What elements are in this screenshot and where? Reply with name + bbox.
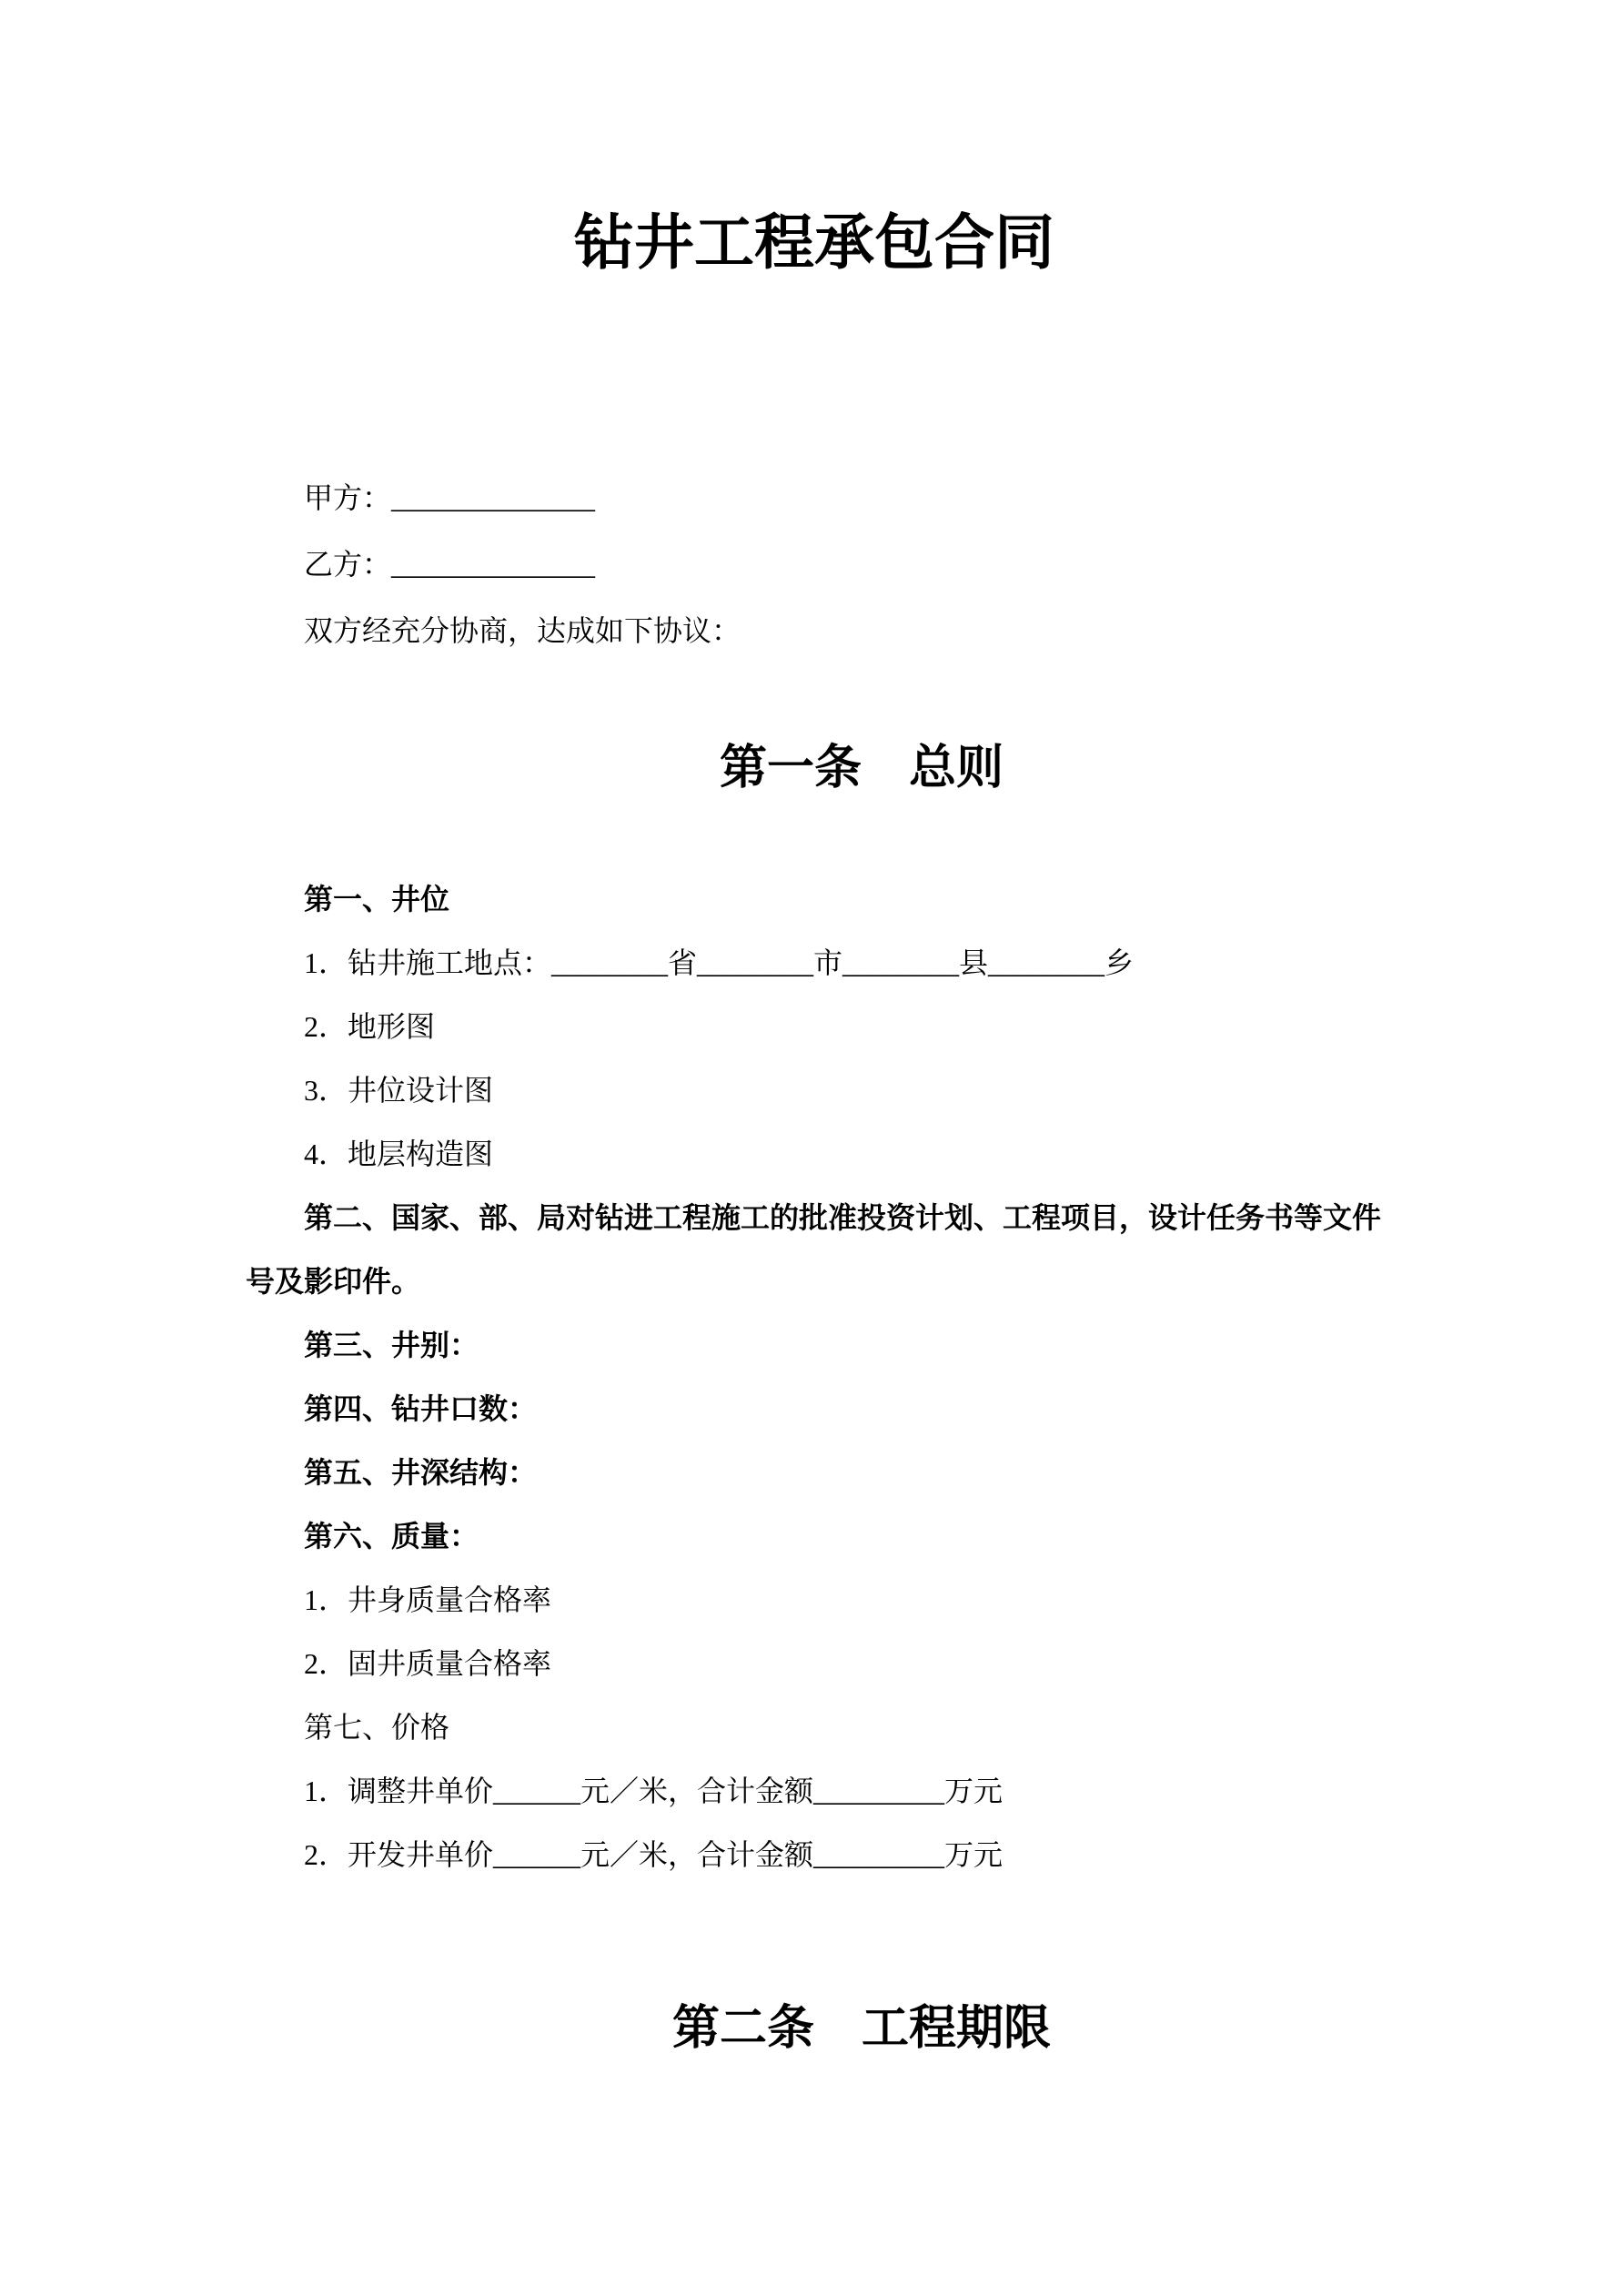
document-title: 钻井工程承包合同 <box>574 210 1054 277</box>
item-stratum-structure-map: 4．地层构造图 <box>304 1138 494 1170</box>
item-wellbore-quality-rate: 1．井身质量合格率 <box>304 1583 552 1616</box>
party-b-line <box>246 531 1383 598</box>
preamble-block <box>246 465 1383 664</box>
clause-2-approval-documents-line-1: 第二、国家、部、局对钻进工程施工的批准投资计划、工程项目，设计任务书等文件 <box>304 1201 1382 1234</box>
clause-6-quality: 第六、质量： <box>304 1520 479 1553</box>
clause-3-well-type: 第三、井别： <box>304 1329 479 1361</box>
clause-4-well-count: 第四、钻井口数： <box>304 1392 538 1425</box>
item-well-design-map: 3．井位设计图 <box>304 1074 494 1107</box>
article-1-body <box>246 867 1383 1886</box>
party-a-label: 甲方： <box>304 481 392 514</box>
party-b-label: 乙方： <box>304 548 392 581</box>
clause-7-price: 第七、价格 <box>304 1711 450 1744</box>
preamble-intro: 双方经充分协商，达成如下协议： <box>304 614 741 647</box>
item-drilling-location: 1．钻井施工地点：________省________市________县________乡 <box>304 946 1135 979</box>
party-b-blank-field: ______________ <box>391 548 596 581</box>
clause-2-approval-documents-line-2: 号及影印件。 <box>246 1265 421 1298</box>
item-cementing-quality-rate: 2．固井质量合格率 <box>304 1647 552 1680</box>
party-a-line <box>246 465 1383 531</box>
clause-5-well-depth-structure: 第五、井深结构： <box>304 1456 538 1489</box>
item-topographic-map: 2．地形图 <box>304 1010 436 1043</box>
article-1-heading: 第一条 总则 <box>719 743 1004 794</box>
article-2-heading: 第二条 工程期限 <box>671 2003 1051 2055</box>
item-development-well-price: 2．开发井单价______元／米，合计金额_________万元 <box>304 1838 1004 1871</box>
party-a-blank-field: ______________ <box>391 481 596 514</box>
clause-1-well-position-title: 第一、井位 <box>304 883 450 915</box>
item-adjustment-well-price: 1．调整井单价______元／米，合计金额_________万元 <box>304 1775 1004 1807</box>
